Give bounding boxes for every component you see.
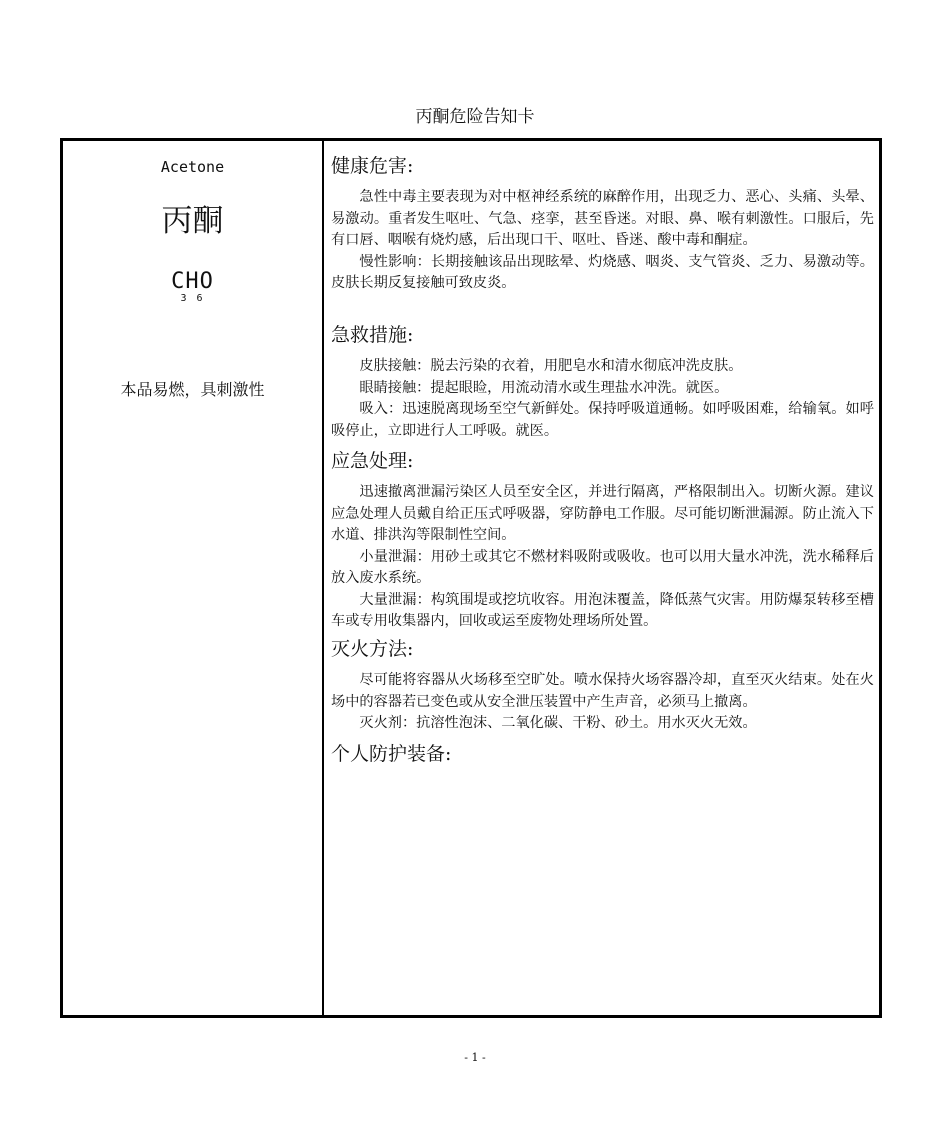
paragraph: 尽可能将容器从火场移至空旷处。喷水保持火场容器冷却，直至灭火结束。处在火场中的容器若已变色或从安全泄压装置中产生声音，必须马上撤离。	[331, 672, 874, 710]
paragraph: 慢性影响：长期接触该品出现眩晕、灼烧感、咽炎、支气管炎、乏力、易激动等。皮肤长期反复接触可致皮炎。	[331, 253, 874, 291]
hazard-note: 本品易燃，具刺激性	[120, 380, 265, 399]
fire-fighting-heading: 灭火方法:	[331, 638, 414, 660]
paragraph: 小量泄漏：用砂土或其它不燃材料吸附或吸收。也可以用大量水冲洗，洗水稀释后放入废水系统。	[331, 548, 874, 586]
document-title: 丙酮危险告知卡	[415, 107, 535, 127]
fire-fighting-text	[331, 670, 874, 735]
paragraph: 灭火剂：抗溶性泡沫、二氧化碳、干粉、砂土。用水灭火无效。	[359, 715, 757, 731]
formula-subscripts: 36	[180, 293, 213, 304]
paragraph: 皮肤接触：脱去污染的衣着，用肥皂水和清水彻底冲洗皮肤。	[359, 358, 743, 374]
emergency-heading: 应急处理:	[331, 450, 414, 472]
emergency-text	[331, 482, 874, 633]
paragraph: 急性中毒主要表现为对中枢神经系统的麻醉作用，出现乏力、恶心、头痛、头晕、易激动。重者发生呕吐、气急、痉挛，甚至昏迷。对眼、鼻、喉有刺激性。口服后，先有口唇、咽喉有烧灼感，后出现口干、呕吐、昏迷、酸中毒和酮症。	[331, 189, 874, 248]
chinese-name: 丙酮	[161, 203, 224, 239]
paragraph: 迅速撤离泄漏污染区人员至安全区，并进行隔离，严格限制出入。切断火源。建议应急处理人员戴自给正压式呼吸器，穿防静电工作服。尽可能切断泄漏源。防止流入下水道、排洪沟等限制性空间。	[331, 484, 874, 543]
hazard-card	[60, 138, 882, 1018]
first-aid-heading: 急救措施:	[331, 324, 414, 346]
english-name: Acetone	[160, 158, 225, 176]
first-aid-text	[331, 356, 874, 442]
health-hazard-text	[331, 187, 874, 295]
health-hazard-heading: 健康危害:	[331, 155, 414, 177]
paragraph: 吸入：迅速脱离现场至空气新鲜处。保持呼吸道通畅。如呼吸困难，给输氧。如呼吸停止，立即进行人工呼吸。就医。	[331, 401, 874, 439]
paragraph: 大量泄漏：构筑围堤或挖坑收容。用泡沫覆盖，降低蒸气灾害。用防爆泵转移至槽车或专用收集器内，回收或运至废物处理场所处置。	[331, 591, 874, 629]
info-column	[324, 141, 879, 1015]
page-number: - 1 -	[464, 1051, 486, 1064]
chemical-formula: CHO	[171, 269, 214, 294]
identity-column	[63, 141, 324, 1015]
ppe-heading: 个人防护装备:	[331, 743, 452, 765]
paragraph: 眼睛接触：提起眼睑，用流动清水或生理盐水冲洗。就医。	[359, 379, 729, 396]
